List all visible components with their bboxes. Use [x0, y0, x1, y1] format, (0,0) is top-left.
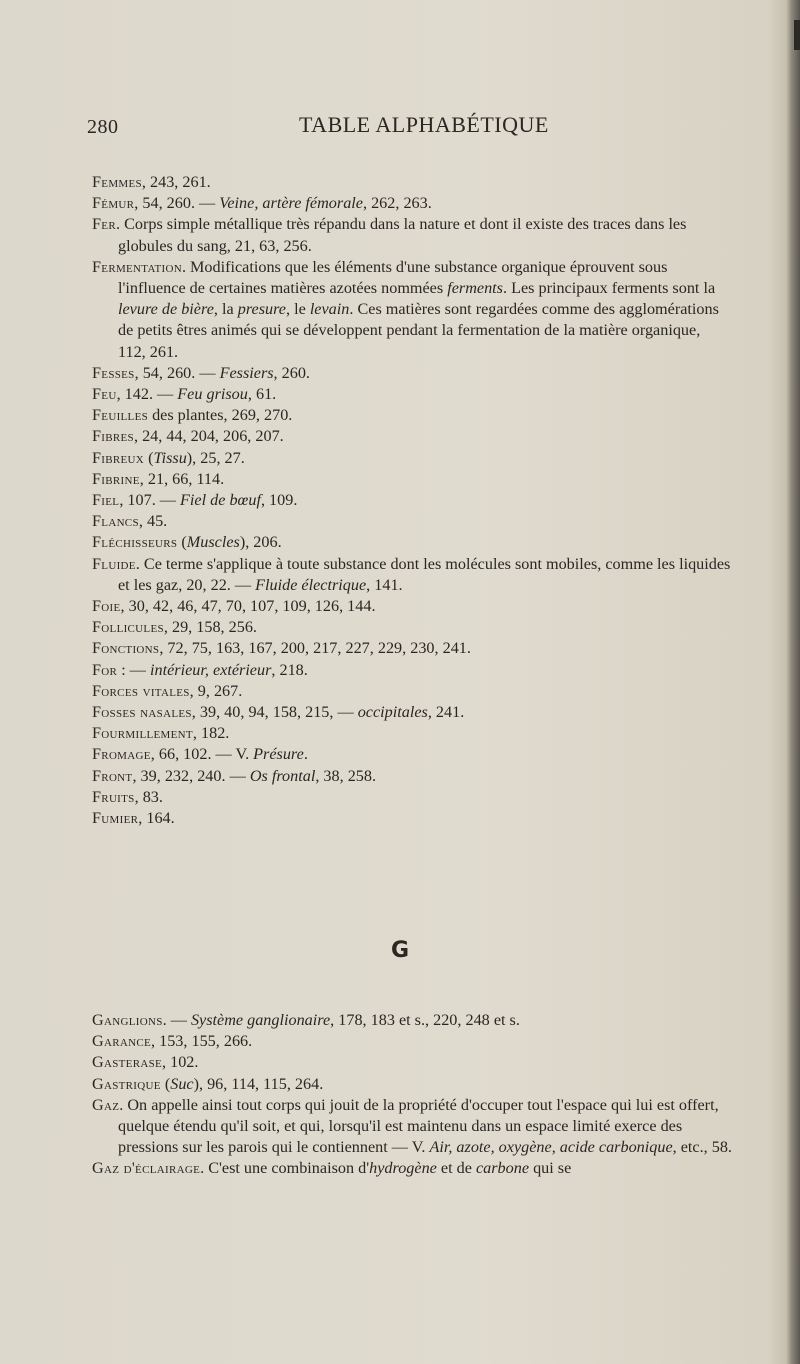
entry-text: , 109. — [260, 491, 298, 510]
entry-text: ( — [177, 533, 187, 552]
entry-text: . On appelle ainsi tout corps qui jouit de la propriété d'occuper tout l'espace qui lui est offert, quelque étendu qu'il soit, et qui, lorsqu'il est maintenu dans un espace limité exerce des pressions sur les parois qui le contiennent — V. — [118, 1095, 719, 1157]
entry-headword: Gaz — [92, 1095, 120, 1114]
index-entry — [92, 744, 732, 765]
entry-text: , 164. — [138, 809, 175, 828]
entry-headword: Fiel — [92, 491, 120, 510]
entry-headword: Fibreux — [92, 448, 145, 467]
entry-text: , 30, 42, 46, 47, 70, 107, 109, 126, 144. — [120, 597, 376, 616]
entry-italic-text: ferments — [447, 279, 503, 298]
entry-text: , 38, 258. — [315, 766, 377, 785]
entry-text: , 178, 183 et s., 220, 248 et s. — [330, 1011, 520, 1029]
entry-headword: Feu — [92, 385, 117, 404]
entry-text: . Ces matières sont regardées comme des agglomérations de petits êtres animés qui se développent pendant la fermentation de la matière organique, 112, 261. — [118, 300, 719, 361]
index-entry — [92, 448, 732, 469]
index-entry — [92, 257, 732, 363]
entry-headword: Feuilles — [92, 406, 149, 425]
entry-italic-text: Présure — [253, 745, 304, 764]
entry-text: , 61. — [247, 385, 277, 404]
entry-text: . Les principaux ferments sont la — [502, 279, 716, 298]
entry-text: , 54, 260. — — [134, 194, 220, 213]
index-entry — [92, 172, 732, 193]
entry-text: , 153, 155, 266. — [151, 1032, 253, 1051]
entry-headword: Fer — [92, 215, 116, 234]
entry-italic-text: Os frontal — [249, 766, 316, 785]
entry-headword: Foie — [92, 597, 121, 616]
entry-text: : — — [117, 660, 151, 679]
entry-headword: Fléchisseurs — [92, 533, 178, 552]
index-entry — [92, 596, 732, 617]
entry-italic-text: Veine, artère fémorale — [219, 194, 363, 213]
entry-text: , 24, 44, 204, 206, 207. — [133, 427, 284, 446]
index-entry — [92, 1074, 732, 1095]
index-entry — [92, 193, 732, 214]
entry-headword: Gaz d'éclairage — [92, 1159, 201, 1178]
entry-text: , etc., 58. — [672, 1138, 732, 1157]
entry-text: . C'est une combinaison d' — [200, 1159, 370, 1178]
entry-italic-text: Système ganglionaire — [190, 1011, 331, 1029]
entry-italic-text: levain — [309, 300, 350, 319]
entry-headword: Fesses — [92, 363, 135, 382]
index-entry — [92, 723, 732, 744]
entry-italic-text: Air, azote, oxygène, acide carbonique — [429, 1138, 673, 1157]
entry-text: , 29, 158, 256. — [163, 618, 257, 637]
index-entry — [92, 1031, 732, 1052]
index-entry — [92, 1158, 732, 1179]
entry-text: , 83. — [134, 787, 163, 806]
entry-text: , 142. — — [116, 385, 178, 404]
entry-text: ( — [144, 448, 154, 467]
entry-text: et de — [436, 1159, 476, 1178]
entry-headword: Forces vitales — [92, 681, 190, 700]
entry-italic-text: hydrogène — [369, 1159, 437, 1178]
entry-headword: Fonctions — [92, 639, 160, 658]
entry-text: , 21, 66, 114. — [139, 469, 225, 488]
entry-headword: Fruits — [92, 787, 135, 806]
entry-headword: For — [92, 660, 118, 679]
entry-italic-text: presure — [237, 300, 286, 319]
entry-text: , 9, 267. — [189, 681, 243, 700]
index-entry — [92, 1010, 732, 1031]
page-number: 280 — [87, 116, 119, 138]
index-entry — [92, 1052, 732, 1073]
entry-text: ), 96, 114, 115, 264. — [193, 1074, 324, 1093]
index-entries-f — [92, 172, 732, 829]
entry-text: , 39, 232, 240. — — [132, 766, 250, 785]
entry-headword: Fermentation — [92, 257, 182, 276]
entry-italic-text: Suc — [170, 1074, 194, 1093]
running-title: TABLE ALPHABÉTIQUE — [299, 112, 549, 137]
entry-headword: Garance — [92, 1032, 152, 1051]
index-entry — [92, 702, 732, 723]
index-entry — [92, 766, 732, 787]
entry-italic-text: carbone — [475, 1159, 530, 1178]
entry-italic-text: Fluide électrique — [255, 575, 367, 594]
entry-italic-text: Tissu — [153, 448, 187, 467]
entry-headword: Fluide — [92, 554, 136, 573]
entry-text: , 45. — [138, 512, 168, 531]
entry-italic-text: levure de bière — [118, 300, 214, 319]
entry-italic-text: Fessiers — [219, 363, 274, 382]
entry-headword: Fibrine — [92, 469, 140, 488]
entry-italic-text: Muscles — [186, 533, 240, 552]
entry-headword: Fumier — [92, 809, 139, 828]
index-entry — [92, 638, 732, 659]
entry-text: , 260. — [273, 363, 310, 382]
index-entry — [92, 787, 732, 808]
entry-text: , le — [285, 300, 310, 319]
index-entry — [92, 511, 732, 532]
entry-text: . Modifications que les éléments d'une substance organique éprouvent sous l'influence de certaines matières azotées nommées — [118, 257, 668, 298]
page-header — [87, 112, 737, 144]
index-entry — [92, 426, 732, 447]
index-entry — [92, 490, 732, 511]
entry-headword: Fémur — [92, 194, 135, 213]
entry-headword: Front — [92, 766, 133, 785]
entry-headword: Fromage — [92, 745, 151, 764]
index-entry — [92, 405, 732, 426]
index-entry — [92, 681, 732, 702]
entry-text: , 218. — [271, 660, 308, 679]
index-entry — [92, 808, 732, 829]
index-entry — [92, 1095, 732, 1159]
index-entry — [92, 554, 732, 596]
entry-text: ), 206. — [239, 533, 282, 552]
entry-italic-text: intérieur, extérieur — [150, 660, 272, 679]
entry-text: , 39, 40, 94, 158, 215, — — [191, 703, 358, 722]
entry-text: des plantes, 269, 270. — [148, 406, 293, 425]
index-entry — [92, 214, 732, 256]
entry-text: , 262, 263. — [362, 194, 432, 213]
entry-text: qui se — [529, 1159, 572, 1178]
entry-text: , la — [213, 300, 238, 319]
entry-text: . Corps simple métallique très répandu dans la nature et dont il existe des traces dans les globules du sang, 21, 63, 256. — [115, 215, 687, 255]
entry-italic-text: Fiel de bœuf — [180, 491, 261, 510]
entry-headword: Fosses nasales — [92, 703, 192, 722]
entry-text: . — [303, 745, 308, 764]
entry-text: . Ce terme s'applique à toute substance dont les molécules sont mobiles, comme les liquides et les gaz, 20, 22. — — [118, 554, 731, 594]
index-entries-g — [92, 1010, 732, 1180]
index-entry — [92, 363, 732, 384]
entry-headword: Fourmillement — [92, 724, 193, 743]
entry-headword: Fibres — [92, 427, 134, 446]
entry-italic-text: occipitales — [357, 703, 428, 722]
entry-italic-text: Feu grisou — [177, 385, 248, 404]
entry-text: ), 25, 27. — [186, 448, 245, 467]
index-entry — [92, 532, 732, 553]
section-letter: G — [390, 938, 410, 963]
entry-text: , 66, 102. — V. — [150, 745, 254, 764]
entry-text: ( — [160, 1074, 171, 1093]
entry-headword: Gastrique — [92, 1074, 161, 1093]
entry-text: , 54, 260. — — [134, 363, 220, 382]
entry-text: , 182. — [192, 724, 230, 743]
page-edge-mark — [794, 20, 800, 50]
index-entry — [92, 617, 732, 638]
entry-headword: Flancs — [92, 512, 139, 531]
entry-headword: Femmes — [92, 173, 142, 191]
entry-text: . — — [162, 1011, 191, 1029]
entry-text: , 102. — [162, 1053, 199, 1072]
index-entry — [92, 660, 732, 681]
entry-headword: Gasterase — [92, 1053, 163, 1072]
entry-headword: Follicules — [92, 618, 164, 637]
page-edge-shadow — [786, 0, 800, 1364]
index-entry — [92, 384, 732, 405]
entry-text: , 241. — [427, 703, 465, 722]
entry-headword: Ganglions — [92, 1011, 163, 1029]
entry-text: , 243, 261. — [141, 173, 211, 191]
entry-text: , 72, 75, 163, 167, 200, 217, 227, 229, 230, 241. — [159, 639, 471, 658]
index-entry — [92, 469, 732, 490]
entry-text: , 107. — — [119, 491, 181, 510]
entry-text: , 141. — [366, 575, 403, 594]
